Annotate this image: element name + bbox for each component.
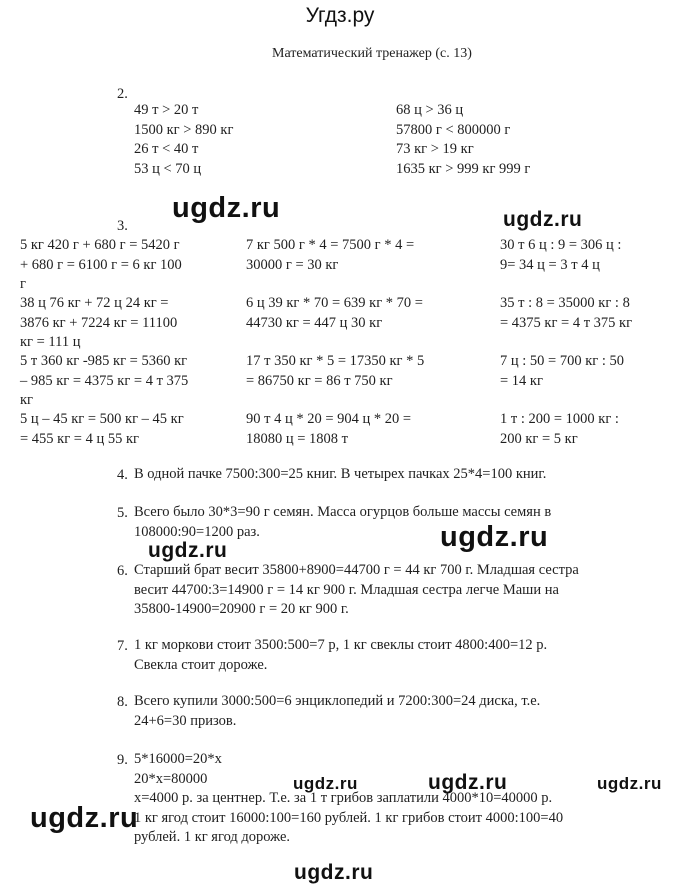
task-8-number: 8. <box>117 694 128 710</box>
task-2-left-line: 1500 кг > 890 кг <box>134 121 234 138</box>
task-3-line: 5 кг 420 г + 680 г = 5420 г <box>20 237 180 253</box>
task-4-number: 4. <box>117 467 128 483</box>
task-3-line: = 14 кг <box>500 372 543 389</box>
task-3-cell <box>500 236 621 275</box>
task-2-number: 2. <box>117 86 128 102</box>
task-line: x=4000 р. за центнер. Т.е. за 1 т грибов заплатили 4000*10=40000 р. <box>134 790 553 806</box>
task-2-right-line: 73 кг > 19 кг <box>396 141 474 157</box>
task-3-line: 35 т : 8 = 35000 кг : 8 <box>500 295 630 311</box>
task-4-text <box>134 465 546 485</box>
task-3-cell <box>500 410 619 449</box>
watermark: ugdz.ru <box>503 208 583 231</box>
watermark: ugdz.ru <box>597 774 662 793</box>
task-line: Всего было 30*3=90 г семян. Масса огурцов больше массы семян в <box>134 504 552 520</box>
task-line: 35800-14900=20900 г = 20 кг 900 г. <box>134 601 349 617</box>
task-3-cell <box>500 294 632 333</box>
task-line: 108000:90=1200 раз. <box>134 523 260 540</box>
watermark: ugdz.ru <box>294 861 374 884</box>
task-3-line: 200 кг = 5 кг <box>500 430 578 447</box>
task-line: весит 44700:3=14900 г = 14 кг 900 г. Младшая сестра легче Маши на <box>134 581 559 598</box>
task-3-cell <box>246 294 423 333</box>
watermark: ugdz.ru <box>428 771 508 794</box>
task-3-line: г <box>20 276 26 292</box>
task-3-line: 30 т 6 ц : 9 = 306 ц : <box>500 237 622 253</box>
task-5-number: 5. <box>117 505 128 521</box>
task-2-left-column <box>134 101 233 179</box>
task-3-line: 1 т : 200 = 1000 кг : <box>500 411 619 427</box>
task-3-line: кг = 111 ц <box>20 334 81 350</box>
task-3-cell <box>246 352 424 391</box>
task-9-number: 9. <box>117 752 128 768</box>
site-title: Угдз.ру <box>305 4 375 27</box>
task-3-line: = 4375 кг = 4 т 375 кг <box>500 314 633 331</box>
task-2-right-column <box>396 101 530 179</box>
task-6-text <box>134 561 579 620</box>
task-8-text <box>134 692 540 731</box>
task-3-line: 90 т 4 ц * 20 = 904 ц * 20 = <box>246 411 412 427</box>
task-3-line: 9= 34 ц = 3 т 4 ц <box>500 256 600 273</box>
task-line: Старший брат весит 35800+8900=44700 г = 44 кг 700 г. Младшая сестра <box>134 562 579 578</box>
watermark: ugdz.ru <box>172 192 281 224</box>
task-3-line: = 86750 кг = 86 т 750 кг <box>246 372 393 389</box>
task-3-line: 6 ц 39 кг * 70 = 639 кг * 70 = <box>246 295 423 311</box>
task-2-left-line: 49 т > 20 т <box>134 102 199 118</box>
page-subtitle: Математический тренажер (с. 13) <box>272 46 472 61</box>
task-3-line: 5 т 360 кг -985 кг = 5360 кг <box>20 353 188 369</box>
task-3-line: 7 кг 500 г * 4 = 7500 г * 4 = <box>246 237 415 253</box>
task-line: 5*16000=20*x <box>134 751 222 767</box>
task-3-line: 7 ц : 50 = 700 кг : 50 <box>500 353 624 369</box>
task-3-line: 18080 ц = 1808 т <box>246 430 349 447</box>
task-line: рублей. 1 кг ягод дороже. <box>134 829 291 845</box>
watermark: ugdz.ru <box>148 539 228 562</box>
task-line: В одной пачке 7500:300=25 книг. В четырех пачках 25*4=100 книг. <box>134 466 547 482</box>
task-line: 24+6=30 призов. <box>134 712 237 729</box>
task-3-cell <box>20 294 177 353</box>
task-3-cell <box>20 410 184 449</box>
watermark: ugdz.ru <box>440 521 549 553</box>
task-3-cell <box>246 236 414 275</box>
task-2-left-line: 26 т < 40 т <box>134 141 199 157</box>
task-2-right-line: 57800 г < 800000 г <box>396 121 511 138</box>
task-line: 20*x=80000 <box>134 770 208 787</box>
task-3-line: кг <box>20 392 33 408</box>
task-3-line: 30000 г = 30 кг <box>246 256 339 273</box>
task-3-line: – 985 кг = 4375 кг = 4 т 375 <box>20 372 189 389</box>
task-3-cell <box>246 410 411 449</box>
task-6-number: 6. <box>117 563 128 579</box>
task-3-line: 5 ц – 45 кг = 500 кг – 45 кг <box>20 411 184 427</box>
task-3-number: 3. <box>117 218 128 234</box>
task-line: 1 кг ягод стоит 16000:100=160 рублей. 1 кг грибов стоит 4000:100=40 <box>134 809 564 826</box>
task-line: 1 кг моркови стоит 3500:500=7 р, 1 кг свеклы стоит 4800:400=12 р. <box>134 637 548 653</box>
task-7-text <box>134 636 547 675</box>
task-3-line: 3876 кг + 7224 кг = 11100 <box>20 314 178 331</box>
task-3-cell <box>20 352 188 411</box>
task-9-text <box>134 750 563 848</box>
task-3-line: 44730 кг = 447 ц 30 кг <box>246 314 383 331</box>
task-line: Свекла стоит дороже. <box>134 656 268 673</box>
task-3-line: 17 т 350 кг * 5 = 17350 кг * 5 <box>246 353 425 369</box>
watermark: ugdz.ru <box>30 802 139 834</box>
task-2-right-line: 68 ц > 36 ц <box>396 102 464 118</box>
task-7-number: 7. <box>117 638 128 654</box>
task-3-cell <box>20 236 182 295</box>
task-3-line: + 680 г = 6100 г = 6 кг 100 <box>20 256 182 273</box>
task-2-right-line: 1635 кг > 999 кг 999 г <box>396 160 531 177</box>
watermark: ugdz.ru <box>293 774 358 793</box>
task-line: Всего купили 3000:500=6 энциклопедий и 7200:300=24 диска, т.е. <box>134 693 541 709</box>
task-3-line: = 455 кг = 4 ц 55 кг <box>20 430 139 447</box>
task-3-line: 38 ц 76 кг + 72 ц 24 кг = <box>20 295 169 311</box>
task-3-cell <box>500 352 624 391</box>
task-2-left-line: 53 ц < 70 ц <box>134 160 202 177</box>
